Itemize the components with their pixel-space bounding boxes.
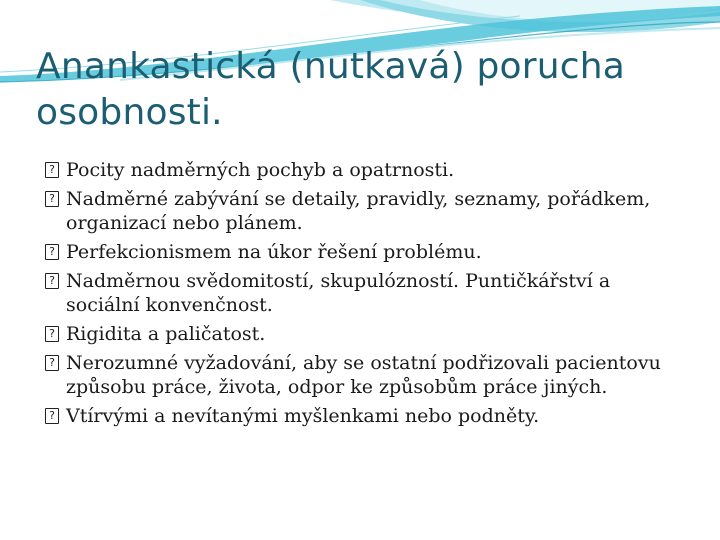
list-item-text: Perfekcionismem na úkor řešení problému. bbox=[66, 241, 482, 263]
list-item-text: Pocity nadměrných pochyb a opatrnosti. bbox=[66, 159, 455, 181]
list-item-text: Nerozumné vyžadování, aby se ostatní podřizovali pacientovu způsobu práce, života, odpor ke způsobům práce jiných. bbox=[66, 352, 661, 398]
bullet-list bbox=[45, 158, 685, 433]
bullet-icon: ? bbox=[45, 273, 59, 289]
bullet-icon: ? bbox=[45, 326, 59, 342]
list-item bbox=[45, 240, 685, 264]
list-item bbox=[45, 322, 685, 346]
bullet-icon: ? bbox=[45, 244, 59, 260]
list-item-text: Rigidita a paličatost. bbox=[66, 323, 266, 345]
list-item bbox=[45, 187, 685, 235]
list-item-text: Vtírvými a nevítanými myšlenkami nebo podněty. bbox=[66, 405, 540, 427]
slide-title: Anankastická (nutkavá) porucha osobnosti. bbox=[36, 46, 626, 133]
list-item-text: Nadměrnou svědomitostí, skupulózností. Puntičkářství a sociální konvenčnost. bbox=[66, 270, 611, 316]
bullet-icon: ? bbox=[45, 355, 59, 371]
list-item-text: Nadměrné zabývání se detaily, pravidly, seznamy, pořádkem, organizací nebo plánem. bbox=[66, 188, 651, 234]
list-item bbox=[45, 269, 685, 317]
bullet-icon: ? bbox=[45, 408, 59, 424]
bullet-icon: ? bbox=[45, 162, 59, 178]
list-item bbox=[45, 404, 685, 428]
list-item bbox=[45, 351, 685, 399]
list-item bbox=[45, 158, 685, 182]
bullet-icon: ? bbox=[45, 191, 59, 207]
